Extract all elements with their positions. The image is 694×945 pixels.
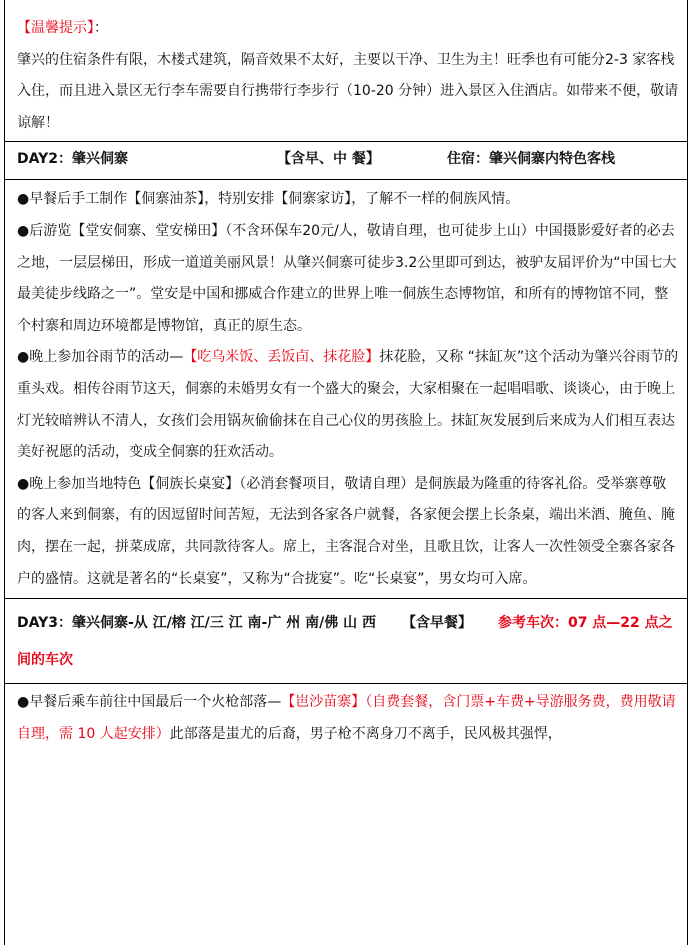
day3-header-line	[17, 605, 679, 679]
day3-item-basha-pre: ●早餐后乘车前往中国最后一个火枪部落—	[17, 694, 282, 711]
day3-header	[5, 599, 687, 684]
day2-item-guyu-pre: ●晚上参加谷雨节的活动—	[17, 349, 184, 366]
day2-item-longtable: ●晚上参加当地特色【侗族长桌宴】（必消套餐项目，敬请自理）是侗族最为隆重的待客礼俗。受举寨尊敬的客人来到侗寨，有的因逗留时间苦短，无法到各家各户就餐，各家便会摆上长条桌，端出米酒、腌鱼、腌肉，摆在一起，拼菜成席，共同款待客人。席上，主客混合对坐，且歌且饮，让客人一次性领受全寨各家各户的盛情。这就是著名的“长桌宴”，又称为“合拢宴”。吃“长桌宴”，男女均可入席。	[17, 475, 675, 587]
day2-title: DAY2：肇兴侗寨	[17, 151, 128, 168]
day2-body	[5, 180, 687, 599]
notice-colon: ：	[94, 20, 108, 36]
day3-item-basha-highlight: 【岜沙苗寨】（自费套餐，含门票+车费+导游服务费，费用敬请自理，需 10 人起安排）	[17, 694, 676, 742]
day3-body	[5, 684, 687, 750]
itinerary-page	[4, 0, 688, 945]
day3-item-basha	[17, 687, 679, 750]
day3-item-basha-post: 此部落是蚩尤的后裔，男子枪不离身刀不离手，民风极其强悍，	[169, 725, 562, 742]
day2-item-guyu-post: 抹花脸，又称 “抹缸灰”这个活动为肇兴谷雨节的重头戏。相传谷雨节这天，侗寨的未婚男女有一个盛大的聚会，大家相聚在一起唱唱歌、谈谈心，由于晚上灯光较暗辨认不清人，女孩们会用锅灰偷偷抹在自己心仪的男孩脸上。抹缸灰发展到后来成为人们相互表达美好祝愿的活动，变成全侗寨的狂欢活动。	[17, 349, 679, 461]
day2-item-guyu	[17, 342, 679, 468]
day2-item-breakfast: ●早餐后手工制作【侗寨油茶】，特别安排【侗寨家访】，了解不一样的侗族风情。	[17, 191, 520, 208]
day2-meals: 【含早、中 餐】	[277, 151, 380, 168]
notice-text: 肇兴的住宿条件有限，木楼式建筑，隔音效果不太好，主要以干净、卫生为主！旺季也有可能分2-3 家客栈入住，而且进入景区无行李车需要自行携带行李步行（10-20 分钟）进入景区入住酒店。如带来不便，敬请谅解！	[17, 51, 679, 131]
notice-section	[5, 0, 687, 142]
day2-header	[5, 142, 687, 180]
day3-train: 参考车次：07 点—22 点之间的车次	[17, 615, 673, 669]
notice-label: 【温馨提示】	[17, 20, 94, 36]
notice-paragraph	[17, 13, 679, 139]
day2-lodging: 住宿：肇兴侗寨内特色客栈	[447, 151, 615, 168]
day3-meals: 【含早餐】	[401, 615, 472, 632]
day2-item-tangan: ●后游览【堂安侗寨、堂安梯田】（不含环保车20元/人，敬请自理，也可徒步上山）中国摄影爱好者的必去之地，一层层梯田，形成一道道美丽风景！从肇兴侗寨可徒步3.2公里即可到达，被驴友届评价为“中国七大最美徒步线路之一”。堂安是中国和挪威合作建立的世界上唯一侗族生态博物馆，和所有的博物馆不同，整个村寨和周边环境都是博物馆，真正的原生态。	[17, 222, 677, 334]
day2-item-guyu-highlight: 【吃乌米饭、丢饭卣、抹花脸】	[183, 349, 380, 366]
day3-title: DAY3：肇兴侗寨-从 江/榕 江/三 江 南-广 州 南/佛 山 西	[17, 615, 376, 632]
